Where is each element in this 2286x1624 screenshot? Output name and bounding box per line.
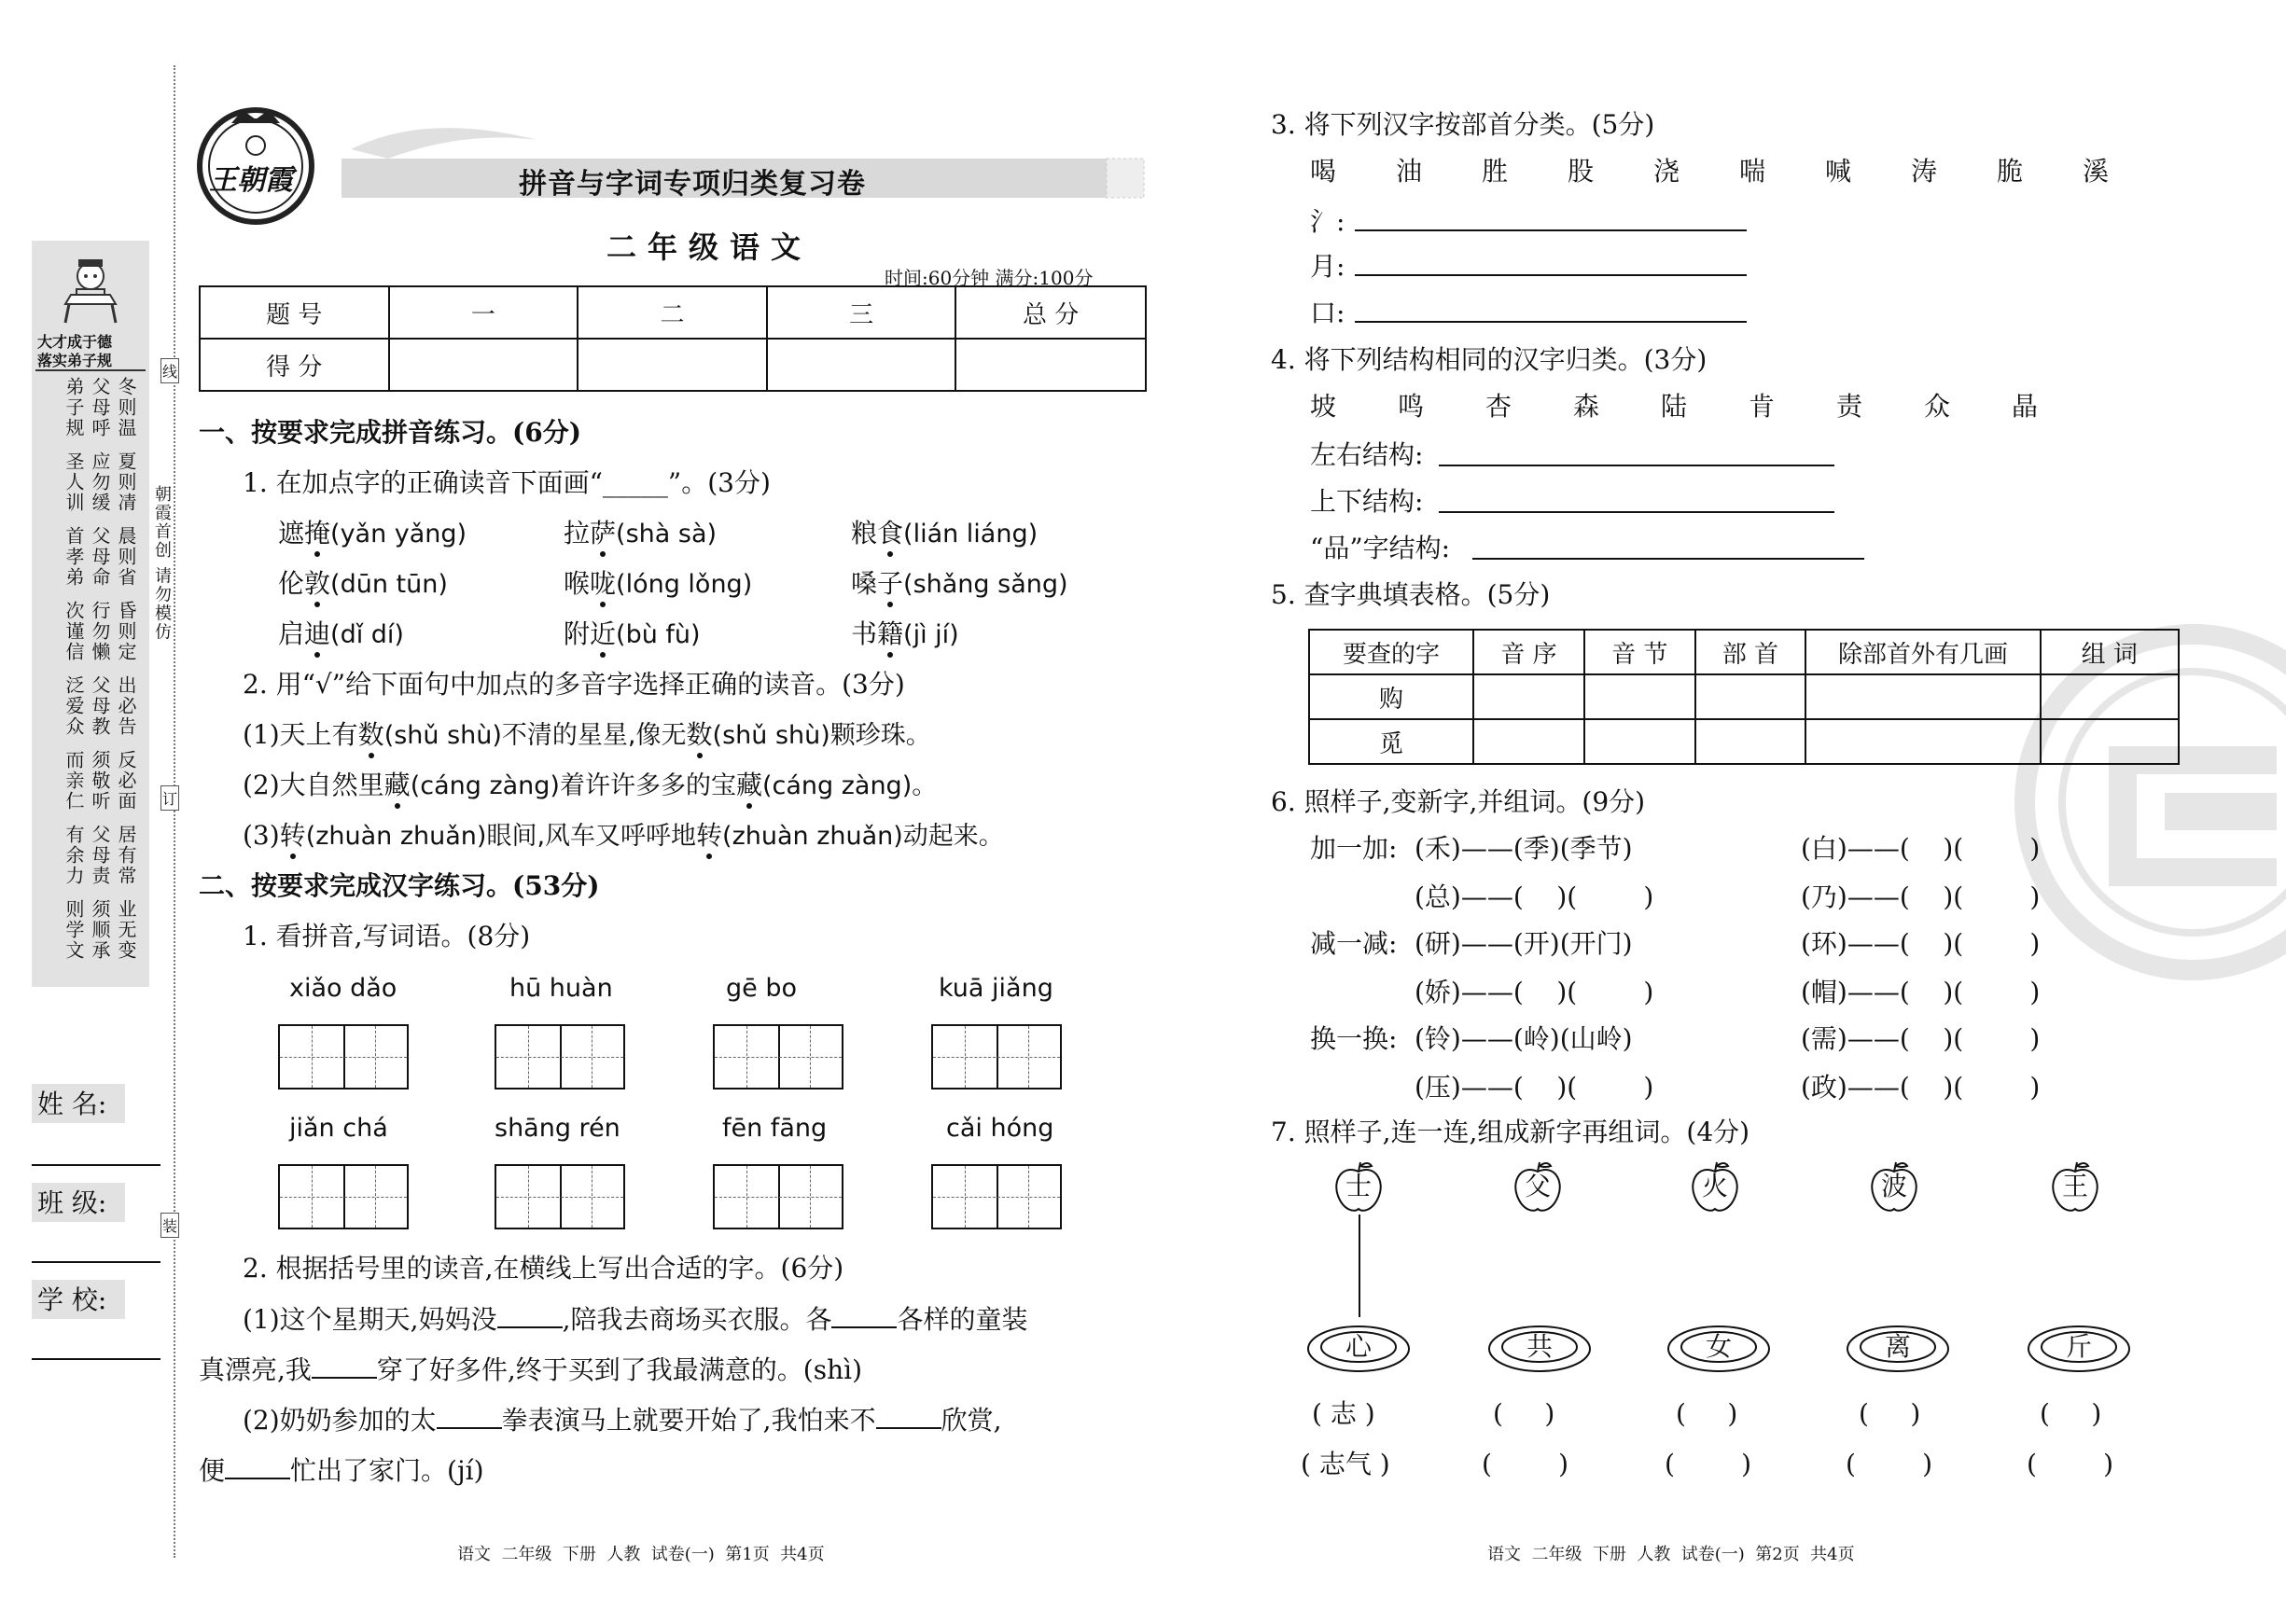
text-part: (1)这个星期天,妈妈没	[243, 1304, 497, 1335]
q6-text: 6. 照样子,变新字,并组词。(9分)	[1271, 786, 1646, 817]
fill-blank[interactable]	[876, 1403, 941, 1429]
sentence-part: (2)大自然里	[243, 770, 384, 800]
answer-line[interactable]	[1355, 274, 1747, 276]
text-part: 各样的童装	[897, 1304, 1028, 1335]
structure-label: “品”字结构:	[1310, 533, 1451, 563]
plate-char: 离	[1885, 1331, 1912, 1362]
school-label: 学 校:	[37, 1284, 107, 1315]
fill-blank[interactable]	[312, 1353, 377, 1379]
pinyin-options[interactable]: (cáng zàng)着许许多多的宝	[410, 771, 736, 800]
q7-word[interactable]: ( )	[1482, 1449, 1569, 1479]
pinyin-options[interactable]: (jì jí)	[903, 620, 959, 649]
sidebar-verse: 出必告	[115, 675, 137, 737]
q6-blank[interactable]: (帽)——( )( )	[1801, 977, 2041, 1007]
dict-cell[interactable]	[1473, 719, 1584, 764]
score-row-label: 得 分	[200, 339, 389, 391]
structure-char: 责	[1836, 391, 1863, 422]
dict-cell[interactable]	[1473, 674, 1584, 719]
s1-q1-item	[564, 517, 717, 551]
dict-cell[interactable]	[2041, 719, 2179, 764]
q6-blank[interactable]: (娇)——( )( )	[1415, 977, 1654, 1007]
pinyin-prompt: fēn fāng	[722, 1114, 828, 1143]
school-input-line[interactable]	[32, 1358, 160, 1360]
structure-char: 森	[1573, 391, 1600, 422]
pinyin-options[interactable]: (shǔ shù)不清的星星,像无	[383, 721, 687, 750]
pinyin-prompt: xiǎo dǎo	[289, 974, 397, 1003]
word: 附	[564, 618, 591, 649]
structure-label: 左右结构:	[1310, 439, 1424, 470]
dict-cell[interactable]	[1695, 719, 1806, 764]
pinyin-options[interactable]: (dǐ dí)	[330, 620, 404, 649]
text-part: (2)奶奶参加的太	[243, 1405, 437, 1436]
fill-blank[interactable]	[831, 1302, 897, 1328]
score-header: 总 分	[955, 286, 1146, 339]
q6-blank[interactable]: (乃)——( )( )	[1801, 881, 2041, 912]
plate-char: 女	[1706, 1331, 1733, 1362]
word: 遮	[278, 518, 305, 548]
name-label: 姓 名:	[37, 1089, 107, 1119]
sidebar-verse: 父母教	[89, 675, 111, 737]
q6-example[interactable]: (铃)——(岭)(山岭)	[1415, 1023, 1633, 1054]
pinyin-prompt: jiǎn chá	[289, 1114, 388, 1143]
dotted-char: 转	[279, 820, 306, 851]
s1-q1-item	[851, 618, 959, 652]
radical-char: 喘	[1739, 156, 1766, 187]
dotted-char: 籍	[877, 618, 904, 649]
dict-header: 音 序	[1473, 630, 1584, 674]
dotted-char: 藏	[735, 770, 762, 800]
q6-label-add: 加一加:	[1310, 833, 1398, 864]
name-input-line[interactable]	[32, 1164, 160, 1166]
s1-q1-item	[278, 567, 448, 602]
q6-example[interactable]: (研)——(开)(开门)	[1415, 928, 1633, 959]
tianzige-box[interactable]	[495, 1024, 625, 1090]
pinyin-prompt: gē bo	[726, 974, 797, 1003]
score-header: 二	[578, 286, 767, 339]
sentence-part: (1)天上有	[243, 719, 358, 750]
section1-title: 一、按要求完成拼音练习。(6分)	[199, 417, 581, 448]
apple-char: 士	[1345, 1171, 1373, 1201]
score-table	[199, 285, 1147, 392]
dict-cell[interactable]	[1584, 674, 1695, 719]
pinyin-options[interactable]: (zhuàn zhuǎn)眼间,风车又呼呼地	[305, 822, 697, 851]
s2-q2-line1	[243, 1302, 1028, 1337]
dict-cell[interactable]	[1805, 674, 2040, 719]
pinyin-options[interactable]: (dūn tūn)	[330, 570, 448, 599]
word: 伦	[278, 568, 305, 599]
text-part: 便	[199, 1455, 226, 1486]
q7-word[interactable]: ( )	[1846, 1449, 1933, 1479]
seal-mark-bind: 装	[160, 1213, 179, 1238]
example-connect-line	[1359, 1215, 1360, 1317]
sentence-part: (3)	[243, 820, 280, 851]
sidebar-verse: 反必面	[115, 750, 137, 812]
q6-blank[interactable]: (环)——( )( )	[1801, 928, 2041, 959]
radical-label: 月:	[1310, 251, 1345, 282]
word: 书	[851, 618, 878, 649]
dotted-char: 子	[877, 568, 904, 599]
s1-q2-sentence	[243, 819, 1004, 854]
tianzige-box[interactable]	[278, 1164, 409, 1229]
sidebar-verse: 则学文	[63, 899, 85, 961]
pinyin-options[interactable]: (zhuàn zhuǎn)动起来。	[722, 822, 1004, 851]
sidebar-verse: 应勿缓	[89, 451, 111, 513]
word: 喉	[564, 568, 591, 599]
pinyin-options[interactable]: (bù fù)	[616, 620, 701, 649]
dotted-char: 藏	[383, 770, 411, 800]
dotted-char: 食	[877, 518, 904, 548]
q6-blank[interactable]: (白)——( )( )	[1801, 833, 2041, 864]
radical-char: 脆	[1997, 156, 2024, 187]
sidebar-verse: 行勿懒	[89, 601, 111, 662]
sidebar-motto-1: 大才成于德	[37, 333, 113, 351]
footer-left: 语文 二年级 下册 人教 试卷(一) 第1页 共4页	[457, 1545, 825, 1564]
seal-mark-line: 线	[160, 358, 179, 383]
score-cell[interactable]	[955, 339, 1146, 391]
structure-char: 肯	[1749, 391, 1776, 422]
class-label: 班 级:	[37, 1187, 107, 1218]
apple-char: 父	[1525, 1171, 1552, 1201]
radical-label: 氵:	[1310, 206, 1345, 237]
q7-word[interactable]: ( )	[2027, 1449, 2114, 1479]
dotted-char: 近	[590, 618, 617, 649]
q3-text: 3. 将下列汉字按部首分类。(5分)	[1271, 109, 1655, 140]
q7-word[interactable]: ( )	[1665, 1449, 1752, 1479]
s2-q2-line3	[243, 1403, 1001, 1437]
exam-title: 拼音与字词专项归类复习卷	[519, 168, 866, 201]
radical-char: 胜	[1482, 156, 1509, 187]
pinyin-options[interactable]: (shǎng sǎng)	[903, 570, 1068, 599]
sidebar-motto-2: 落实弟子规	[37, 352, 113, 369]
s1-q2-sentence	[243, 718, 931, 753]
dict-cell[interactable]	[1805, 719, 2040, 764]
sidebar-verse: 昏则定	[115, 601, 137, 662]
tianzige-box[interactable]	[495, 1164, 625, 1229]
answer-line[interactable]	[1355, 321, 1747, 323]
word: 拉	[564, 518, 591, 548]
sidebar-verse: 次谨信	[63, 601, 85, 662]
dotted-char: 数	[686, 719, 713, 750]
apple-char: 波	[1881, 1171, 1908, 1201]
pinyin-options[interactable]: (yǎn yǎng)	[330, 520, 467, 548]
s2-q1-text: 1. 看拼音,写词语。(8分)	[243, 921, 531, 951]
exam-subtitle: 二年级语文	[606, 229, 813, 265]
sidebar-verse: 须敬听	[89, 750, 111, 812]
pinyin-options[interactable]: (shǔ shù)颗珍珠。	[712, 721, 931, 750]
tianzige-box[interactable]	[278, 1024, 409, 1090]
plate-char: 斤	[2066, 1331, 2093, 1362]
s1-q1-item	[278, 517, 467, 551]
word: 嗓	[851, 568, 878, 599]
word: 启	[278, 618, 305, 649]
dotted-char: 转	[696, 820, 723, 851]
sidebar-verse: 泛爱众	[63, 675, 85, 737]
structure-char: 众	[1924, 391, 1951, 422]
q7-new-char[interactable]: ( )	[1859, 1398, 1921, 1429]
radical-label: 口:	[1310, 298, 1345, 328]
dotted-char: 数	[357, 719, 384, 750]
section2-title: 二、按要求完成汉字练习。(53分)	[199, 870, 600, 901]
class-input-line[interactable]	[32, 1261, 160, 1263]
fill-blank[interactable]	[437, 1403, 502, 1429]
s2-q2-line4	[199, 1453, 484, 1488]
text-part: 穿了好多件,终于买到了我最满意的。(shì)	[376, 1354, 863, 1385]
text-part: ,陪我去商场买衣服。各	[562, 1304, 832, 1335]
sidebar-verse: 弟子规	[63, 377, 85, 438]
dict-header: 除部首外有几画	[1805, 630, 2040, 674]
sidebar-verse: 首孝弟	[63, 526, 85, 588]
pinyin-options[interactable]: (lián liáng)	[903, 520, 1038, 548]
q6-label-swap: 换一换:	[1310, 1023, 1398, 1054]
answer-line[interactable]	[1472, 558, 1864, 560]
dict-cell[interactable]	[1695, 674, 1806, 719]
s2-q2-text: 2. 根据括号里的读音,在横线上写出合适的字。(6分)	[243, 1253, 844, 1284]
q7-word[interactable]: ( 志气 )	[1301, 1449, 1390, 1479]
q7-new-char[interactable]: ( )	[1676, 1398, 1738, 1429]
q6-label-sub: 减一减:	[1310, 928, 1398, 959]
pinyin-prompt: cǎi hóng	[946, 1114, 1054, 1143]
q7-new-char[interactable]: ( )	[1493, 1398, 1555, 1429]
dotted-char: 萨	[590, 518, 617, 548]
sidebar-verse: 父母呼	[89, 377, 111, 438]
dict-row-char: 购	[1309, 674, 1473, 719]
s1-q2-sentence	[243, 769, 937, 803]
score-header: 一	[389, 286, 578, 339]
pinyin-options[interactable]: (cáng zàng)。	[761, 771, 938, 800]
q5-text: 5. 查字典填表格。(5分)	[1271, 579, 1551, 610]
structure-char: 杏	[1485, 391, 1512, 422]
text-part: 拳表演马上就要开始了,我怕来不	[501, 1405, 876, 1436]
radical-char: 溪	[2083, 156, 2110, 187]
dict-header: 组 词	[2041, 630, 2179, 674]
tianzige-box[interactable]	[931, 1024, 1062, 1090]
radical-char: 浇	[1653, 156, 1680, 187]
sidebar-verse: 冬则温	[115, 377, 137, 438]
s1-q1-item	[851, 567, 1068, 602]
dotted-char: 迪	[304, 618, 331, 649]
score-cell[interactable]	[389, 339, 578, 391]
text-part: 忙出了家门。(jí)	[290, 1455, 484, 1486]
structure-char: 坡	[1310, 391, 1337, 422]
dict-header: 音 节	[1584, 630, 1695, 674]
score-cell[interactable]	[578, 339, 767, 391]
score-cell[interactable]	[767, 339, 956, 391]
pinyin-options[interactable]: (shà sà)	[616, 520, 718, 548]
q6-blank[interactable]: (政)——( )( )	[1801, 1072, 2041, 1103]
sidebar-verse: 业无变	[115, 899, 137, 961]
q6-blank[interactable]: (需)——( )( )	[1801, 1023, 2041, 1054]
dict-header: 部 首	[1695, 630, 1806, 674]
structure-char: 陆	[1661, 391, 1688, 422]
tianzige-box[interactable]	[713, 1024, 843, 1090]
plate-char: 共	[1526, 1331, 1554, 1362]
copyright-note: 朝霞首创 请勿模仿	[152, 485, 172, 642]
radical-char: 涛	[1911, 156, 1938, 187]
radical-char: 油	[1396, 156, 1423, 187]
answer-line[interactable]	[1439, 511, 1834, 513]
sidebar-verse: 居有常	[115, 825, 137, 886]
dict-header: 要查的字	[1309, 630, 1473, 674]
plate-char: 心	[1345, 1331, 1373, 1362]
binding-dotted-line	[174, 65, 175, 1558]
word: 粮	[851, 518, 878, 548]
fill-blank[interactable]	[497, 1302, 563, 1328]
sidebar-verse: 有余力	[63, 825, 85, 886]
q6-blank[interactable]: (压)——( )( )	[1415, 1072, 1654, 1103]
seal-mark-order: 订	[160, 785, 179, 811]
sidebar-verse: 夏则凊	[115, 451, 137, 513]
dict-cell[interactable]	[1584, 719, 1695, 764]
radical-char: 股	[1568, 156, 1595, 187]
dotted-char: 掩	[304, 518, 331, 548]
q6-blank[interactable]: (总)——( )( )	[1415, 881, 1654, 912]
q7-text: 7. 照样子,连一连,组成新字再组词。(4分)	[1271, 1117, 1750, 1147]
radical-char: 喊	[1825, 156, 1852, 187]
dotted-char: 敦	[304, 568, 331, 599]
sidebar-verse: 而亲仁	[63, 750, 85, 812]
q6-example[interactable]: (禾)——(季)(季节)	[1415, 833, 1633, 864]
s1-q1-item	[851, 517, 1038, 551]
publisher-logo-text: 王朝霞	[209, 164, 293, 197]
scholar-figure-icon	[49, 246, 132, 330]
s1-q1-item	[564, 618, 701, 652]
structure-char: 鸣	[1398, 391, 1425, 422]
fill-blank[interactable]	[225, 1453, 290, 1479]
q7-new-char[interactable]: ( )	[2040, 1398, 2102, 1429]
answer-line[interactable]	[1439, 465, 1834, 466]
score-header: 三	[767, 286, 956, 339]
dotted-char: 咙	[590, 568, 617, 599]
pinyin-options[interactable]: (lóng lǒng)	[616, 570, 753, 599]
text-part: 真漂亮,我	[199, 1354, 312, 1385]
sidebar-verse: 父母责	[89, 825, 111, 886]
dictionary-table	[1308, 629, 2180, 765]
s1-q1-text: 1. 在加点字的正确读音下面画“_____”。(3分)	[243, 467, 771, 498]
pinyin-prompt: hū huàn	[509, 974, 613, 1003]
s2-q2-line2	[199, 1353, 862, 1387]
s1-q1-item	[564, 567, 752, 602]
sidebar-verse: 父母命	[89, 526, 111, 588]
sidebar-verse: 晨则省	[115, 526, 137, 588]
time-info: 时间:60分钟 满分:100分	[885, 267, 1094, 289]
footer-right: 语文 二年级 下册 人教 试卷(一) 第2页 共4页	[1487, 1545, 1855, 1564]
sidebar-divider	[35, 369, 146, 371]
sidebar-verse: 圣人训	[63, 451, 85, 513]
sidebar-panel	[32, 241, 149, 987]
answer-line[interactable]	[1355, 229, 1747, 231]
sidebar-verse: 须顺承	[89, 899, 111, 961]
tianzige-box[interactable]	[713, 1164, 843, 1229]
structure-char: 晶	[2012, 391, 2039, 422]
pinyin-prompt: kuā jiǎng	[939, 974, 1053, 1003]
q7-new-char[interactable]: ( 志 )	[1312, 1398, 1375, 1429]
s1-q2-text: 2. 用“√”给下面句中加点的多音字选择正确的读音。(3分)	[243, 669, 905, 700]
apple-char: 火	[1702, 1171, 1729, 1201]
apple-char: 王	[2062, 1171, 2089, 1201]
q4-text: 4. 将下列结构相同的汉字归类。(3分)	[1271, 344, 1708, 375]
pinyin-prompt: shāng rén	[495, 1114, 620, 1143]
radical-char: 喝	[1310, 156, 1337, 187]
text-part: 欣赏,	[941, 1405, 1002, 1436]
score-header: 题 号	[200, 286, 389, 339]
tianzige-box[interactable]	[931, 1164, 1062, 1229]
dict-row-char: 觅	[1309, 719, 1473, 764]
dict-cell[interactable]	[2041, 674, 2179, 719]
structure-label: 上下结构:	[1310, 486, 1424, 517]
s1-q1-item	[278, 618, 404, 652]
